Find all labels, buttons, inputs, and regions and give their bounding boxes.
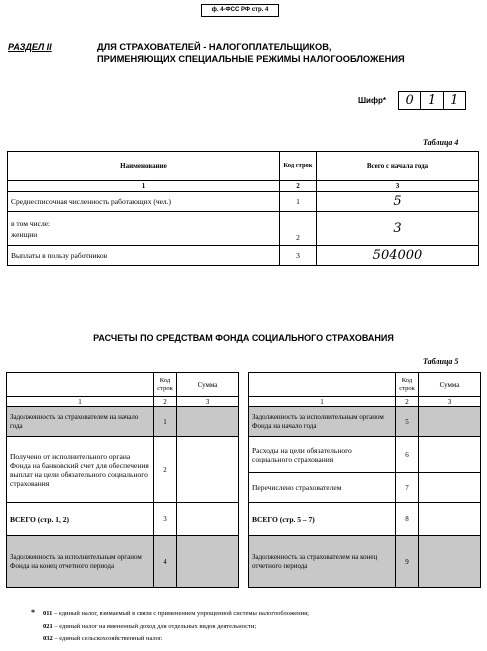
table4-row-code: 2 [280, 212, 317, 246]
section2-title: РАСЧЕТЫ ПО СРЕДСТВАМ ФОНДА СОЦИАЛЬНОГО СТРАХОВАНИЯ [93, 333, 394, 343]
cipher-digit[interactable]: 1 [421, 92, 443, 109]
table4-colnum: 3 [317, 181, 479, 192]
table5-row-code: 4 [154, 536, 177, 588]
footnote [31, 608, 309, 621]
table5-row-name: Перечислено страхователем [249, 473, 396, 503]
table5-row-sum[interactable] [177, 437, 239, 503]
table5-header-code: Код строк [396, 373, 419, 397]
table5-row-code: 8 [396, 503, 419, 536]
table5-colnum: 3 [419, 397, 481, 407]
table5-row-code: 9 [396, 536, 419, 588]
table4-row-name-line1: в том числе: [11, 218, 51, 228]
table5-row-name: Задолженность за исполнительным органом Фонда на конец отчетного периода [7, 536, 154, 588]
table4 [7, 151, 479, 266]
table4-row-value[interactable]: 3 [317, 212, 479, 246]
cipher-label: Шифр* [358, 96, 386, 105]
footnote-code: 021 [43, 622, 53, 630]
table4-row-name-line2: женщин [11, 229, 38, 239]
table-row [8, 212, 479, 246]
table5-row-code: 1 [154, 407, 177, 437]
table4-header-total: Всего с начала года [317, 152, 479, 181]
table4-colnum: 2 [280, 181, 317, 192]
table5-caption: Таблица 5 [423, 357, 459, 366]
footnote-text: – единый сельскохозяйственный налог. [54, 635, 163, 642]
table-row [8, 246, 479, 266]
table-row [7, 437, 239, 503]
table4-colnum: 1 [8, 181, 280, 192]
table5-row-sum[interactable] [419, 407, 481, 437]
table5-row-code: 2 [154, 437, 177, 503]
table5-row-code: 6 [396, 437, 419, 473]
table5-row-sum[interactable] [177, 407, 239, 437]
cipher-digit[interactable]: 1 [450, 93, 459, 108]
table5-row-sum[interactable] [177, 536, 239, 588]
table5-row-name: ВСЕГО (стр. 1, 2) [7, 503, 154, 536]
table5-row-sum[interactable] [419, 473, 481, 503]
table-row [7, 503, 239, 536]
cipher-boxes [398, 91, 466, 110]
table5-row-name: Задолженность за страхователем на конец отчетного периода [249, 536, 396, 588]
table5-colnum: 2 [154, 397, 177, 407]
table5-row-name: Задолженность за страхователем на начало года [7, 407, 154, 437]
table-row [8, 192, 479, 212]
table5-row-sum[interactable] [177, 503, 239, 536]
table5-colnum: 3 [177, 397, 239, 407]
table5-row-name: Получено от исполнительного органа Фонда на банковский счет для обеспечения выплат на цели обязательного социального страхования [7, 437, 154, 503]
table5-row-name: ВСЕГО (стр. 5 – 7) [249, 503, 396, 536]
table4-row-value[interactable]: 504000 [317, 246, 479, 266]
footnote-code: 011 [43, 610, 53, 617]
table5-colnum: 2 [396, 397, 419, 407]
table4-caption: Таблица 4 [423, 138, 459, 147]
table5-right [248, 372, 481, 588]
table5-row-code: 7 [396, 473, 419, 503]
footnotes [31, 608, 309, 646]
section-label: РАЗДЕЛ II [8, 42, 52, 52]
table5-row-code: 5 [396, 407, 419, 437]
footnote-mark: * [31, 608, 35, 617]
table5-row-sum[interactable] [419, 437, 481, 473]
table-row [249, 437, 481, 473]
form-label: ф. 4-ФСС РФ стр. 4 [201, 4, 279, 17]
table-row [7, 407, 239, 437]
table5-row-name: Задолженность за исполнительным органом Фонда на начало года [249, 407, 396, 437]
footnote-text: – единый налог, взимаемый в связи с применением упрощенной системы налогообложения; [54, 610, 309, 617]
table-row [249, 407, 481, 437]
table5-row-sum[interactable] [419, 503, 481, 536]
footnote [31, 633, 309, 646]
section-title-line1: ДЛЯ СТРАХОВАТЕЛЕЙ - НАЛОГОПЛАТЕЛЬЩИКОВ, [97, 42, 332, 52]
table5-header-code: Код строк [154, 373, 177, 397]
table4-row-value[interactable]: 5 [317, 192, 479, 212]
table5-left [6, 372, 239, 588]
footnote-text: – единый налог на вмененный доход для отдельных видов деятельности; [54, 622, 257, 630]
table5-row-code: 3 [154, 503, 177, 536]
table5-colnum: 1 [7, 397, 154, 407]
table4-header-name: Наименование [8, 152, 280, 181]
table5-colnum: 1 [249, 397, 396, 407]
table5-header-sum: Сумма [419, 373, 481, 397]
table4-header-code: Код строк [280, 152, 317, 181]
section-title-line2: ПРИМЕНЯЮЩИХ СПЕЦИАЛЬНЫЕ РЕЖИМЫ НАЛОГООБЛОЖЕНИЯ [97, 54, 405, 64]
table5-row-sum[interactable] [419, 536, 481, 588]
table4-row-name: Среднесписочная численность работающих (чел.) [8, 192, 280, 212]
table-row [249, 536, 481, 588]
cipher-digit[interactable]: 0 [399, 92, 421, 109]
footnote-code: 032 [43, 635, 53, 642]
table4-row-code: 3 [280, 246, 317, 266]
footnote [31, 621, 309, 634]
table5-header-sum: Сумма [177, 373, 239, 397]
table4-row-name: Выплаты в пользу работников [8, 246, 280, 266]
table4-row-code: 1 [280, 192, 317, 212]
table-row [249, 503, 481, 536]
table5-row-name: Расходы на цели обязательного социального страхования [249, 437, 396, 473]
table-row [249, 473, 481, 503]
table-row [7, 536, 239, 588]
